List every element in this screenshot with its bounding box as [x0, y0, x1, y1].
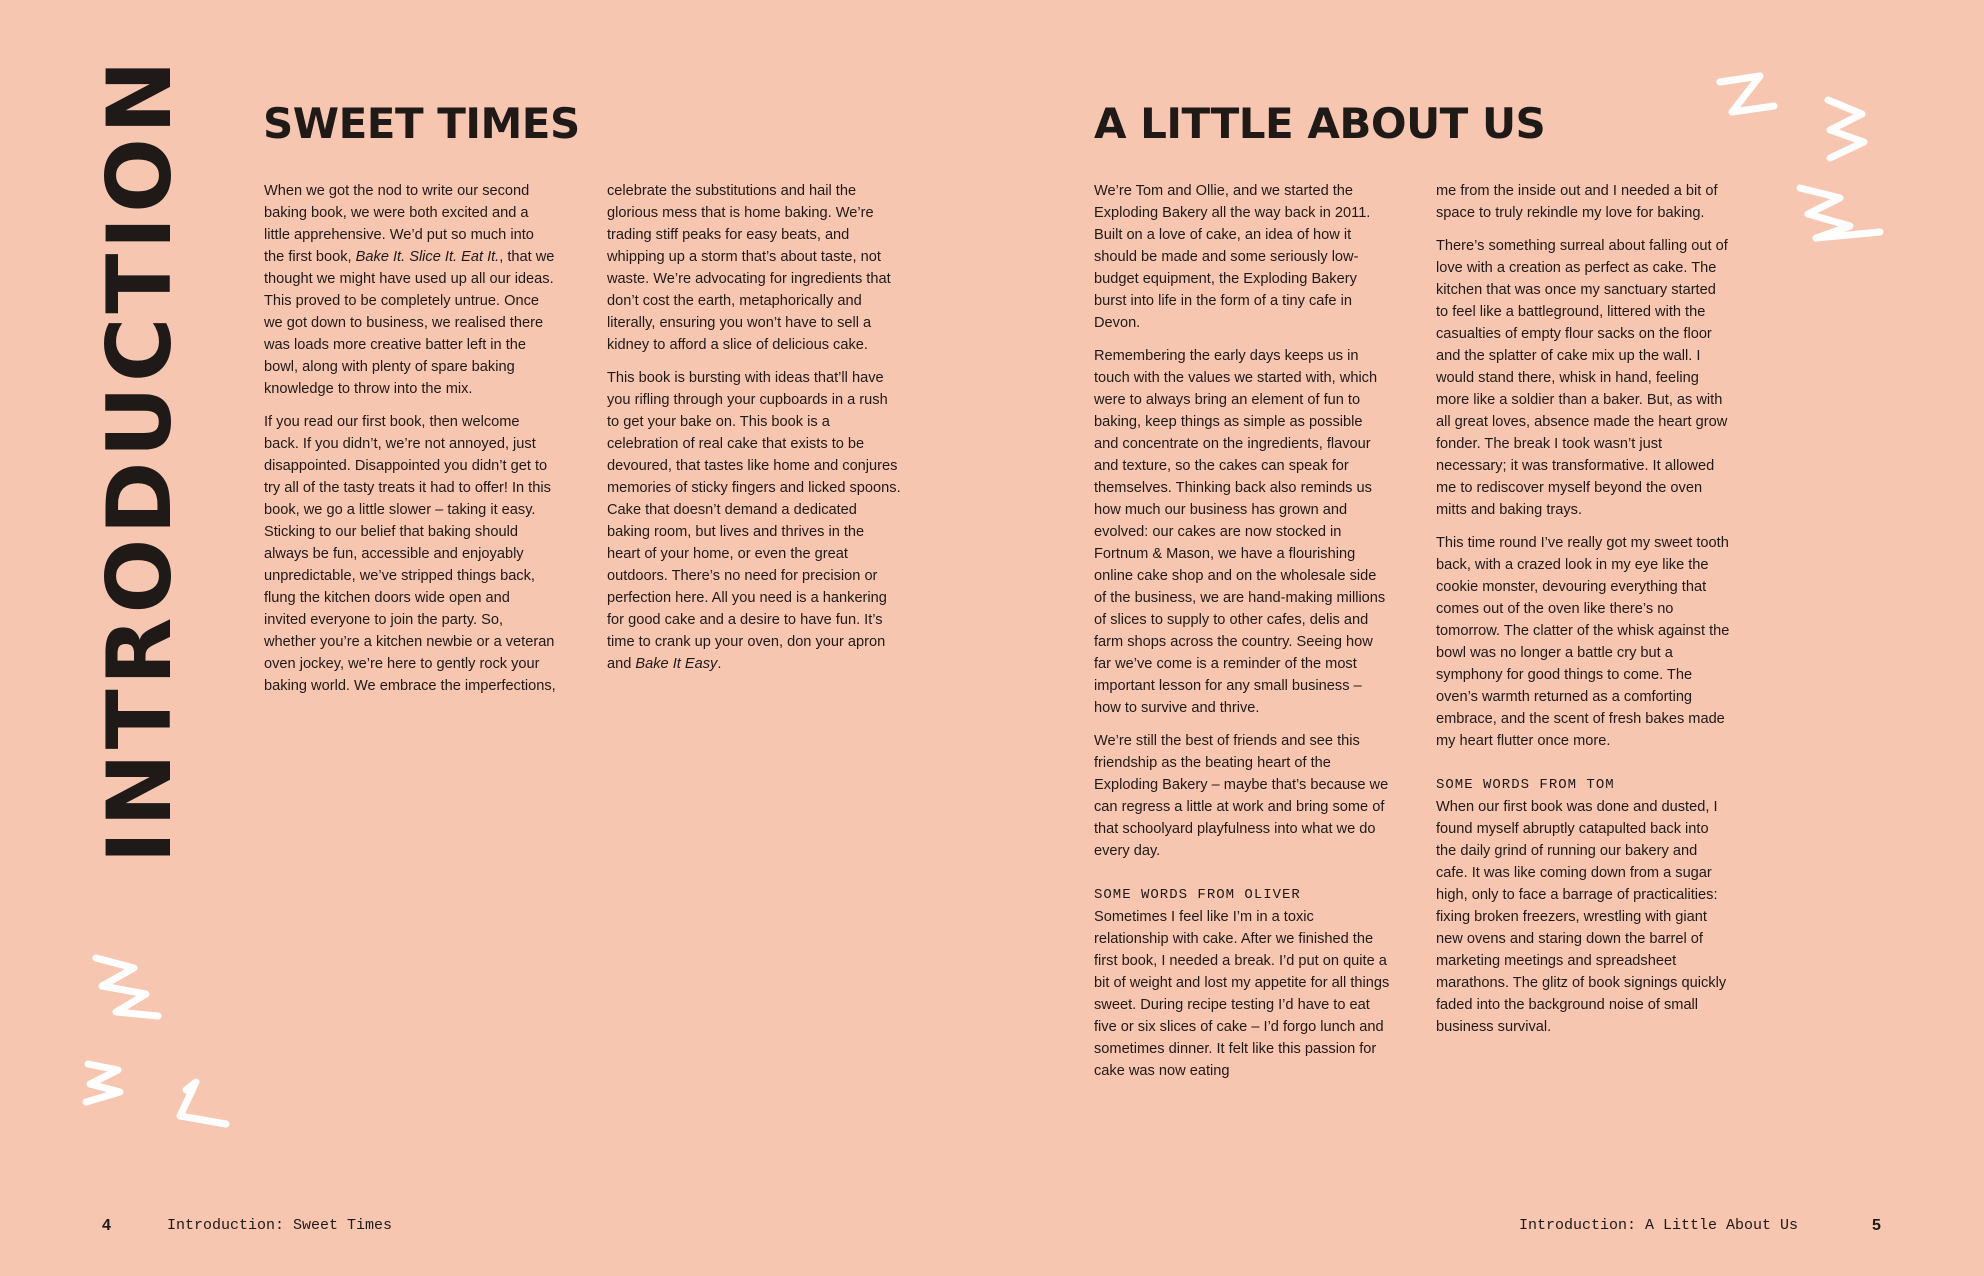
squiggle-icon: [86, 1064, 120, 1102]
right-column-2: [1436, 180, 1732, 1049]
right-page-number: 5: [1872, 1217, 1881, 1234]
book-title-italic: Bake It. Slice It. Eat It.: [355, 249, 500, 265]
a-little-about-us-heading: A LITTLE ABOUT US: [1094, 99, 1546, 148]
right-column-1: [1094, 180, 1390, 1093]
paragraph: We’re Tom and Ollie, and we started the Exploding Bakery all the way back in 2011. Built on a love of cake, an idea of how it should be made and some seriously low-budget equipment, the Exploding Bakery burst into life in the form of a tiny cafe in Devon.: [1094, 183, 1371, 331]
paragraph: We’re still the best of friends and see this friendship as the beating heart of the Exploding Bakery – maybe that’s because we can regress a little at work and bring some of that schoolyard playfulness into what we do every day.: [1094, 733, 1389, 859]
paragraph: If you read our first book, then welcome back. If you didn’t, we’re not annoyed, just disappointed. Disappointed you didn’t get to try all of the tasty treats it had to offer! In this book, we go a little slower – taking it easy. Sticking to our belief that baking should always be fun, accessible and enjoyably unpredictable, we’ve stripped things back, flung the kitchen doors wide open and invited everyone to join the party. So, whether you’re a kitchen newbie or a veteran oven jockey, we’re here to gently rock your baking world. We embrace the imperfections,: [264, 414, 556, 694]
left-column-1: [264, 180, 556, 708]
sweet-times-heading: SWEET TIMES: [263, 99, 580, 148]
left-column-2: [607, 180, 901, 686]
paragraph: me from the inside out and I needed a bit of space to truly rekindle my love for baking.: [1436, 183, 1718, 221]
right-running-title: Introduction: A Little About Us: [1519, 1217, 1799, 1234]
squiggle-icon: [1828, 100, 1864, 158]
paragraph: celebrate the substitutions and hail the glorious mess that is home baking. We’re trading stiff peaks for easy beats, and whipping up a storm that’s about taste, not waste. We’re advocating for ingredients that don’t cost the earth, metaphorically and literally, ensuring you won’t have to sell a kidney to afford a slice of delicious cake.: [607, 183, 891, 353]
vertical-title-text: INTRODUCTION: [88, 56, 191, 864]
squiggle-cluster-bottom-left: [76, 944, 246, 1144]
paragraph: There’s something surreal about falling out of love with a creation as perfect as cake. The kitchen that was once my sanctuary started to feel like a battleground, littered with the casualties of empty flour sacks on the floor and the splatter of cake mix up the wall. I would stand there, whisk in hand, feeling more like a soldier than a baker. But, as with all great loves, absence made the heart grow fonder. The break I took wasn’t just necessary; it was transformative. It allowed me to rediscover myself beyond the oven mitts and baking trays.: [1436, 238, 1728, 518]
squiggle-icon: [180, 1082, 226, 1124]
paragraph: This book is bursting with ideas that’ll have you rifling through your cupboards in a rush to get your bake on. This book is a celebration of real cake that exists to be devoured, that tastes like home and conjures memories of sticky fingers and licked spoons. Cake that doesn’t demand a dedicated baking room, but lives and thrives in the heart of your home, or even the great outdoors. There’s no need for precision or perfection here. All you need is a hankering for good cake and a desire to have fun. It’s time to crank up your oven, don your apron and Bake It Easy.: [607, 370, 901, 672]
squiggle-icon: [96, 958, 158, 1016]
paragraph: Sometimes I feel like I’m in a toxic relationship with cake. After we finished the first book, I needed a break. I’d put on quite a bit of weight and lost my appetite for all things sweet. During recipe testing I’d have to eat five or six slices of cake – I’d forgo lunch and sometimes dinner. It felt like this passion for cake was now eating: [1094, 909, 1390, 1079]
left-page-number: 4: [102, 1217, 111, 1234]
oliver-subheading: SOME WORDS FROM OLIVER: [1094, 887, 1301, 903]
paragraph: When we got the nod to write our second baking book, we were both excited and a little apprehensive. We’d put so much into the first book, Bake It. Slice It. Eat It., that we thought we might have used up all our ideas. This proved to be completely untrue. Once we got down to business, we realised there was loads more creative batter left in the bowl, along with plenty of spare baking knowledge to throw into the mix.: [264, 183, 555, 397]
left-running-title: Introduction: Sweet Times: [167, 1217, 393, 1234]
vertical-title: [88, 56, 191, 864]
squiggle-icon: [1800, 188, 1880, 238]
tom-subheading: SOME WORDS FROM TOM: [1436, 777, 1615, 793]
paragraph: When our first book was done and dusted, I found myself abruptly catapulted back into the daily grind of running our bakery and cafe. It was like coming down from a sugar high, only to face a barrage of practicalities: fixing broken freezers, wrestling with giant new ovens and staring down the barrel of marketing meetings and spreadsheet marathons. The glitz of book signings quickly faded into the background noise of small business survival.: [1436, 799, 1727, 1035]
squiggle-cluster-top-right: [1700, 60, 1900, 260]
squiggle-icon: [1720, 76, 1774, 112]
paragraph: Remembering the early days keeps us in touch with the values we started with, which were to always bring an element of fun to baking, keep things as simple as possible and concentrate on the ingredients, flavour and texture, so the cakes can speak for themselves. Thinking back also reminds us how much our business has grown and evolved: our cakes are now stocked in Fortnum & Mason, we have a flourishing online cake shop and on the wholesale side of the business, we are hand-making millions of slices to supply to other cafes, delis and farm shops across the country. Seeing how far we’ve come is a reminder of the most important lesson for any small business – how to survive and thrive.: [1094, 348, 1386, 716]
paragraph: This time round I’ve really got my sweet tooth back, with a crazed look in my eye like the cookie monster, devouring everything that comes out of the oven like there’s no tomorrow. The clatter of the whisk against the bowl was no longer a battle cry but a symphony for good things to come. The oven’s warmth returned as a comforting embrace, and the scent of fresh bakes made my heart flutter once more.: [1436, 535, 1730, 749]
book-title-italic: Bake It Easy: [635, 656, 718, 672]
